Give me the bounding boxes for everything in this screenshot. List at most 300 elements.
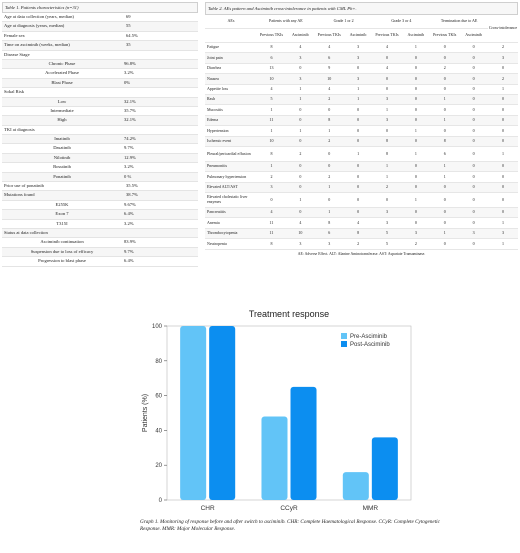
table2-cell: 0 [430,53,459,63]
table2-cell: 11 [257,115,286,125]
table2-cell: 0 [459,105,488,115]
subheader: Asciminib [344,29,373,43]
table2-cell: 3 [488,228,518,238]
table1-row-label: TKI at diagnosis [4,126,35,132]
table2-cell: 3 [286,74,315,84]
table1-row-value [124,88,198,96]
table1-row-label: Bosutinib [53,164,71,170]
y-tick-label: 100 [151,324,162,330]
table2-cell: 1 [286,94,315,104]
table2-cell: 0 [488,63,518,73]
header-grade-1-2: Grade 1 or 2 [315,15,373,29]
subheader: Previous TKIs [373,29,402,43]
table2-cell: 4 [373,43,402,53]
table2-cell: 0 [286,182,315,192]
table2-cell: 0 [459,74,488,84]
table2-cell: 0 [286,161,315,171]
table2-cell: 1 [344,94,373,104]
table2-cell: 0 [488,105,518,115]
table2-cell: 0 [430,43,459,53]
table2-cell: 0 [430,239,459,249]
table2-ae-name: Rash [205,94,257,104]
table2-cell: 8 [344,228,373,238]
table2-cell: 10 [286,228,315,238]
table2-row [205,115,518,125]
table2-cell: 0 [488,136,518,146]
table2-cell: 1 [344,146,373,161]
table2-ae-name: Fatigue [205,43,257,53]
table2-cell: 0 [488,161,518,171]
table2-cell: 0 [373,84,402,94]
table1-row [2,257,198,266]
table2-ae-name: Pleural/pericardial effusion [205,146,257,161]
table1-row-label: Suspension due to loss of efficacy [30,248,94,254]
subheader: Previous TKIs [315,29,344,43]
table2-row [205,105,518,115]
legend-swatch [341,341,347,347]
table2-cell: 2 [373,182,402,192]
table2-cell: 0 [459,94,488,104]
table2-cell: 0 [401,63,430,73]
table2-cell: 0 [459,208,488,218]
table2-cell: 2 [430,63,459,73]
table2-row [205,126,518,136]
y-tick-label: 0 [158,498,162,504]
table2-cell: 6 [315,228,344,238]
table2-cell: 1 [401,126,430,136]
y-axis-label: Patients (%) [142,393,149,433]
chart-svg [129,305,419,518]
table1-row [2,135,198,144]
table2-cell: 3 [257,182,286,192]
table2-cell: 1 [257,105,286,115]
table1-row-value: 32.1% [124,117,136,123]
table2-ae-name: Elevated ALT/AST [205,182,257,192]
table2-cell: 0 [373,126,402,136]
table2-ae-name: Edema [205,115,257,125]
table1-row-label: High [57,117,67,123]
table2-cell: 0 [488,172,518,182]
table2-cell: 10 [257,74,286,84]
table2-cell: 0 [344,182,373,192]
table2-ae-name: Neutropenia [205,239,257,249]
table1-row-value: 3.2% [124,220,134,226]
table1-row [2,201,198,210]
table2-cell: 0 [373,53,402,63]
table1-row [2,13,198,22]
table2-cell: 0 [401,84,430,94]
table2-cell: 0 [430,105,459,115]
x-tick-label: MMR [362,505,379,512]
table2-grid [205,15,518,250]
table2-cell: 0 [459,172,488,182]
table2-cell: 2 [257,172,286,182]
table2-cell: 8 [257,43,286,53]
table2-cell: 4 [344,218,373,228]
table2-cell: 0 [401,94,430,104]
table2-cell: 0 [401,172,430,182]
bar-ccyr-pre [261,416,287,500]
table2-cell: 0 [344,161,373,171]
header-termination: Termination due to AE [430,15,488,29]
table2-cell: 1 [430,161,459,171]
table2-cell: 1 [430,94,459,104]
table2-ae-name: Ischemic event [205,136,257,146]
table2-cell: 3 [286,239,315,249]
table1-row [2,107,198,116]
table2-ae-name: Thrombocytopenia [205,228,257,238]
table2-cell: 0 [344,136,373,146]
table2-cell: 0 [286,136,315,146]
table2-footnote: AE: Adverse Effect. ALT: Alanine Aminotransferase. AST: Aspartate Transaminase. [297,251,426,256]
table1-row-label: Nilotinib [53,154,71,160]
chart-title: Treatment response [248,309,330,319]
table2-row [205,172,518,182]
table2-cell: 0 [430,74,459,84]
y-tick-label: 20 [155,463,162,470]
table2-row [205,94,518,104]
table1-row-value [124,229,198,237]
table1-row-value [124,51,198,59]
table1-row [2,88,198,97]
table2-cell: 1 [488,146,518,161]
table1-row-value: 32.1% [124,98,136,104]
table1-row-value: 0 % [124,173,132,179]
table2-cell: 0 [401,115,430,125]
table1-row-value: 83.9% [124,239,136,245]
subheader: Previous TKIs [257,29,286,43]
table2-cell: 0 [488,182,518,192]
table1-row-label: Mutations found [4,192,35,198]
table2-cell: 3 [373,208,402,218]
subheader: Asciminib [286,29,315,43]
table2-cell: 3 [315,239,344,249]
table2-cell: 4 [315,43,344,53]
table2-cell: 8 [373,136,402,146]
table2-cell: 1 [373,161,402,171]
table1-row-value: 64.5% [126,32,138,38]
table2-cell: 1 [286,84,315,94]
table2-cell: 1 [286,193,315,208]
table2-cell: 2 [401,239,430,249]
table1-row-value: 74.2% [124,136,136,142]
table1-row [2,126,198,135]
table2-cell: 0 [257,193,286,208]
treatment-response-chart [129,305,419,518]
table1-row-value: 6.4% [124,211,134,217]
bar-ccyr-post [291,387,317,500]
table2-cell: 4 [286,218,315,228]
table1-row [2,210,198,219]
legend-label: Pre-Asciminib [350,334,388,340]
table2-cell: 0 [488,94,518,104]
table2-cell: 3 [286,53,315,63]
table2-cell: 6 [315,53,344,63]
bar-mmr-pre [343,472,369,500]
table2-cell: 0 [401,182,430,192]
table2-cell: 13 [257,63,286,73]
table2-cell: 0 [430,218,459,228]
table1-row-value: 35.7% [124,107,136,113]
table2-cell: 3 [373,94,402,104]
table2-ae-name: Diarrhea [205,63,257,73]
table1-row-value: 6.4% [124,258,134,264]
x-tick-label: CHR [200,505,215,512]
table2-ae-name: Pneumonitis [205,161,257,171]
table2-cell: 0 [315,161,344,171]
table2-cell: 0 [459,115,488,125]
table2-cell: 0 [459,63,488,73]
table2-cell: 3 [344,43,373,53]
table2-ae-name: Nausea [205,74,257,84]
legend-swatch [341,333,347,339]
table2-cell: 0 [459,136,488,146]
table2-cell: 3 [344,53,373,63]
table2-cell: 1 [315,208,344,218]
table2-body [205,43,518,250]
table2-cell: 0 [401,136,430,146]
table2-cell: 0 [430,208,459,218]
table2-cell: 4 [315,84,344,94]
table2-cell: 1 [315,126,344,136]
table2-ae-name: Hypertension [205,126,257,136]
y-tick-label: 60 [155,393,162,400]
table2-cell: 0 [401,74,430,84]
table2-cell: 0 [459,43,488,53]
table1-row-value: 3.2% [124,164,134,170]
table2-cell: 1 [257,126,286,136]
table1-row-label: Time on asciminib (weeks, median) [4,42,70,48]
table2-cell: 5 [257,94,286,104]
table1-row-label: Low [57,98,67,104]
table2-cell: 0 [459,239,488,249]
table1-row-value: 96.8% [124,60,136,66]
table1-row-label: Intermediate [50,107,74,113]
table2-caption: Table 2. AEs pattern and Asciminib cross-intolerance in patients with CML Ph+. [205,2,518,15]
table1-caption: Table 1. Patients characteristics (n=31) [2,2,198,13]
table2-cell: 1 [488,84,518,94]
table2-cell: 1 [430,172,459,182]
table2-cell: 0 [373,193,402,208]
legend-label: Post-Asciminib [350,342,390,348]
table2-cell: 3 [373,115,402,125]
table2-cell: 0 [459,84,488,94]
table2-cell: 0 [373,74,402,84]
table2-cell: 3 [488,53,518,63]
table1-row-value: 12.9% [124,154,136,160]
table1-row [2,163,198,172]
table2-cell: 0 [459,193,488,208]
table2-cell: 0 [344,105,373,115]
table2-cell: 1 [401,43,430,53]
table2-row [205,161,518,171]
table2-cell: 2 [315,94,344,104]
table2-cell: 8 [315,115,344,125]
table2-cell: 1 [315,182,344,192]
table2-cell: 1 [373,105,402,115]
table1-row-label: Exon 7 [55,211,69,217]
table1-row [2,238,198,247]
table1-row-value: 55 [126,23,131,29]
table2-row [205,53,518,63]
table1-row-label: Dasatinib [53,145,71,151]
table2-ae-name: Appetite loss [205,84,257,94]
table2-cell: 2 [315,172,344,182]
header-grade-3-4: Grade 3 or 4 [373,15,431,29]
table1-row-label: Age at data collection (years, median) [4,14,74,19]
bar-chr-pre [180,326,206,500]
table1-row-label: Status at data collection [4,229,48,235]
table2-cell: 0 [459,53,488,63]
table1-row-value: 0% [124,79,131,85]
table2-cell: 8 [315,218,344,228]
table1-row [2,32,198,41]
table2-cell: 0 [401,53,430,63]
table2-cell: 10 [315,74,344,84]
table2-cell: 2 [488,43,518,53]
table1-row [2,116,198,125]
table1-row [2,22,198,31]
table2-cell: 5 [373,228,402,238]
table2-row [205,218,518,228]
ae-pattern-table [205,2,518,256]
table1-row-label: Prior use of ponatinib [4,183,44,189]
table2-cell: 6 [257,53,286,63]
table2-cell: 0 [286,115,315,125]
table1-row-value: 9.7% [124,248,134,254]
table2-cell: 0 [459,161,488,171]
subheader: Asciminib [401,29,430,43]
y-tick-label: 80 [155,358,162,365]
bar-chr-post [209,326,235,500]
table2-cell: 1 [430,115,459,125]
table2-cell: 0 [344,115,373,125]
table2-row [205,63,518,73]
table2-cell: 0 [401,161,430,171]
table2-cell: 0 [401,208,430,218]
table2-cell: 8 [257,146,286,161]
table2-cell: 1 [286,126,315,136]
table1-row [2,79,198,88]
table1-row [2,173,198,182]
table2-cell: 0 [344,193,373,208]
table2-cell: 1 [430,228,459,238]
table1-row [2,144,198,153]
table2-row [205,84,518,94]
table2-cell: 5 [373,239,402,249]
table2-cell: 0 [286,208,315,218]
table1-row [2,98,198,107]
table2-cell: 0 [401,218,430,228]
table2-cell: 1 [488,218,518,228]
table1-row-value: 9.67% [124,201,136,207]
table2-cell: 2 [344,239,373,249]
header-aes: AEs [205,15,257,29]
table1-row [2,220,198,229]
table1-row-label: Female sex [4,32,25,38]
table2-cell: 0 [401,105,430,115]
table2-ae-name: Joint pain [205,53,257,63]
y-tick-label: 40 [155,428,162,435]
table1-row-label: Ponatinib [53,173,71,179]
table1-row-value: 35.5% [126,183,138,189]
table1-row-label: E255K [55,201,69,207]
table2-row [205,74,518,84]
table2-cell: 2 [286,146,315,161]
table2-cell: 0 [459,182,488,192]
patients-characteristics-table [2,2,198,267]
table1-row-label: Disease Stage [4,51,30,57]
table2-cell: 0 [459,218,488,228]
table2-cell: 1 [344,84,373,94]
table2-cell: 0 [315,105,344,115]
table1-row [2,41,198,50]
table1-row [2,69,198,78]
table2-cell: 3 [373,218,402,228]
graph-caption: Graph 1. Monitoring of response before and after switch to asciminib. CHR: Complete Haematological Response. CCyR: Complete Cytogenetic Response. MMR: Major Molecular Response. [140,519,440,532]
table2-cell: 8 [257,239,286,249]
table2-cell: 6 [430,146,459,161]
table1-row-value: 38.7% [126,192,138,198]
table2-row [205,146,518,161]
table2-cell: 3 [459,228,488,238]
table1-body [2,13,198,267]
table2-cell: 0 [286,172,315,182]
table2-cell: 2 [315,136,344,146]
table2-cell: 0 [488,115,518,125]
table2-row [205,193,518,208]
table2-cell: 0 [315,146,344,161]
table2-ae-name: Pulmonary hypertension [205,172,257,182]
table2-cell: 0 [488,126,518,136]
table2-cell: 4 [257,208,286,218]
table2-cell: 0 [344,126,373,136]
table2-cell: 8 [430,136,459,146]
table2-cell: 0 [430,126,459,136]
subheader: Previous TKIs [430,29,459,43]
table2-row [205,239,518,249]
table1-row-label: Age at diagnosis (years, median) [4,23,65,29]
table1-row [2,191,198,200]
table2-cell: 0 [430,193,459,208]
table1-row-label: Progression to blast phase [38,258,86,264]
table2-row [205,182,518,192]
table1-row-value: 69 [126,14,131,19]
table2-ae-name: Anemia [205,218,257,228]
table1-row [2,248,198,257]
table2-cell: 2 [488,74,518,84]
table1-row [2,60,198,69]
table2-cell: 3 [344,74,373,84]
table2-cell: 0 [344,63,373,73]
table2-row [205,208,518,218]
table2-row [205,136,518,146]
table2-cell: 1 [373,172,402,182]
table1-row-value [124,126,198,134]
table2-cell: 1 [488,239,518,249]
table2-ae-name: Elevated cholestatic liver enzymes [205,193,257,208]
table1-row-value: 9.7% [124,145,134,151]
table2-cell: 0 [459,126,488,136]
table2-cell: 1 [257,161,286,171]
table1-row-label: T315I [56,220,68,226]
table1-row [2,51,198,60]
bar-mmr-post [372,437,398,500]
table1-row [2,229,198,238]
table2-cell: 0 [488,193,518,208]
table2-cell: 1 [401,146,430,161]
table1-row-label: Blast Phase [51,79,73,85]
